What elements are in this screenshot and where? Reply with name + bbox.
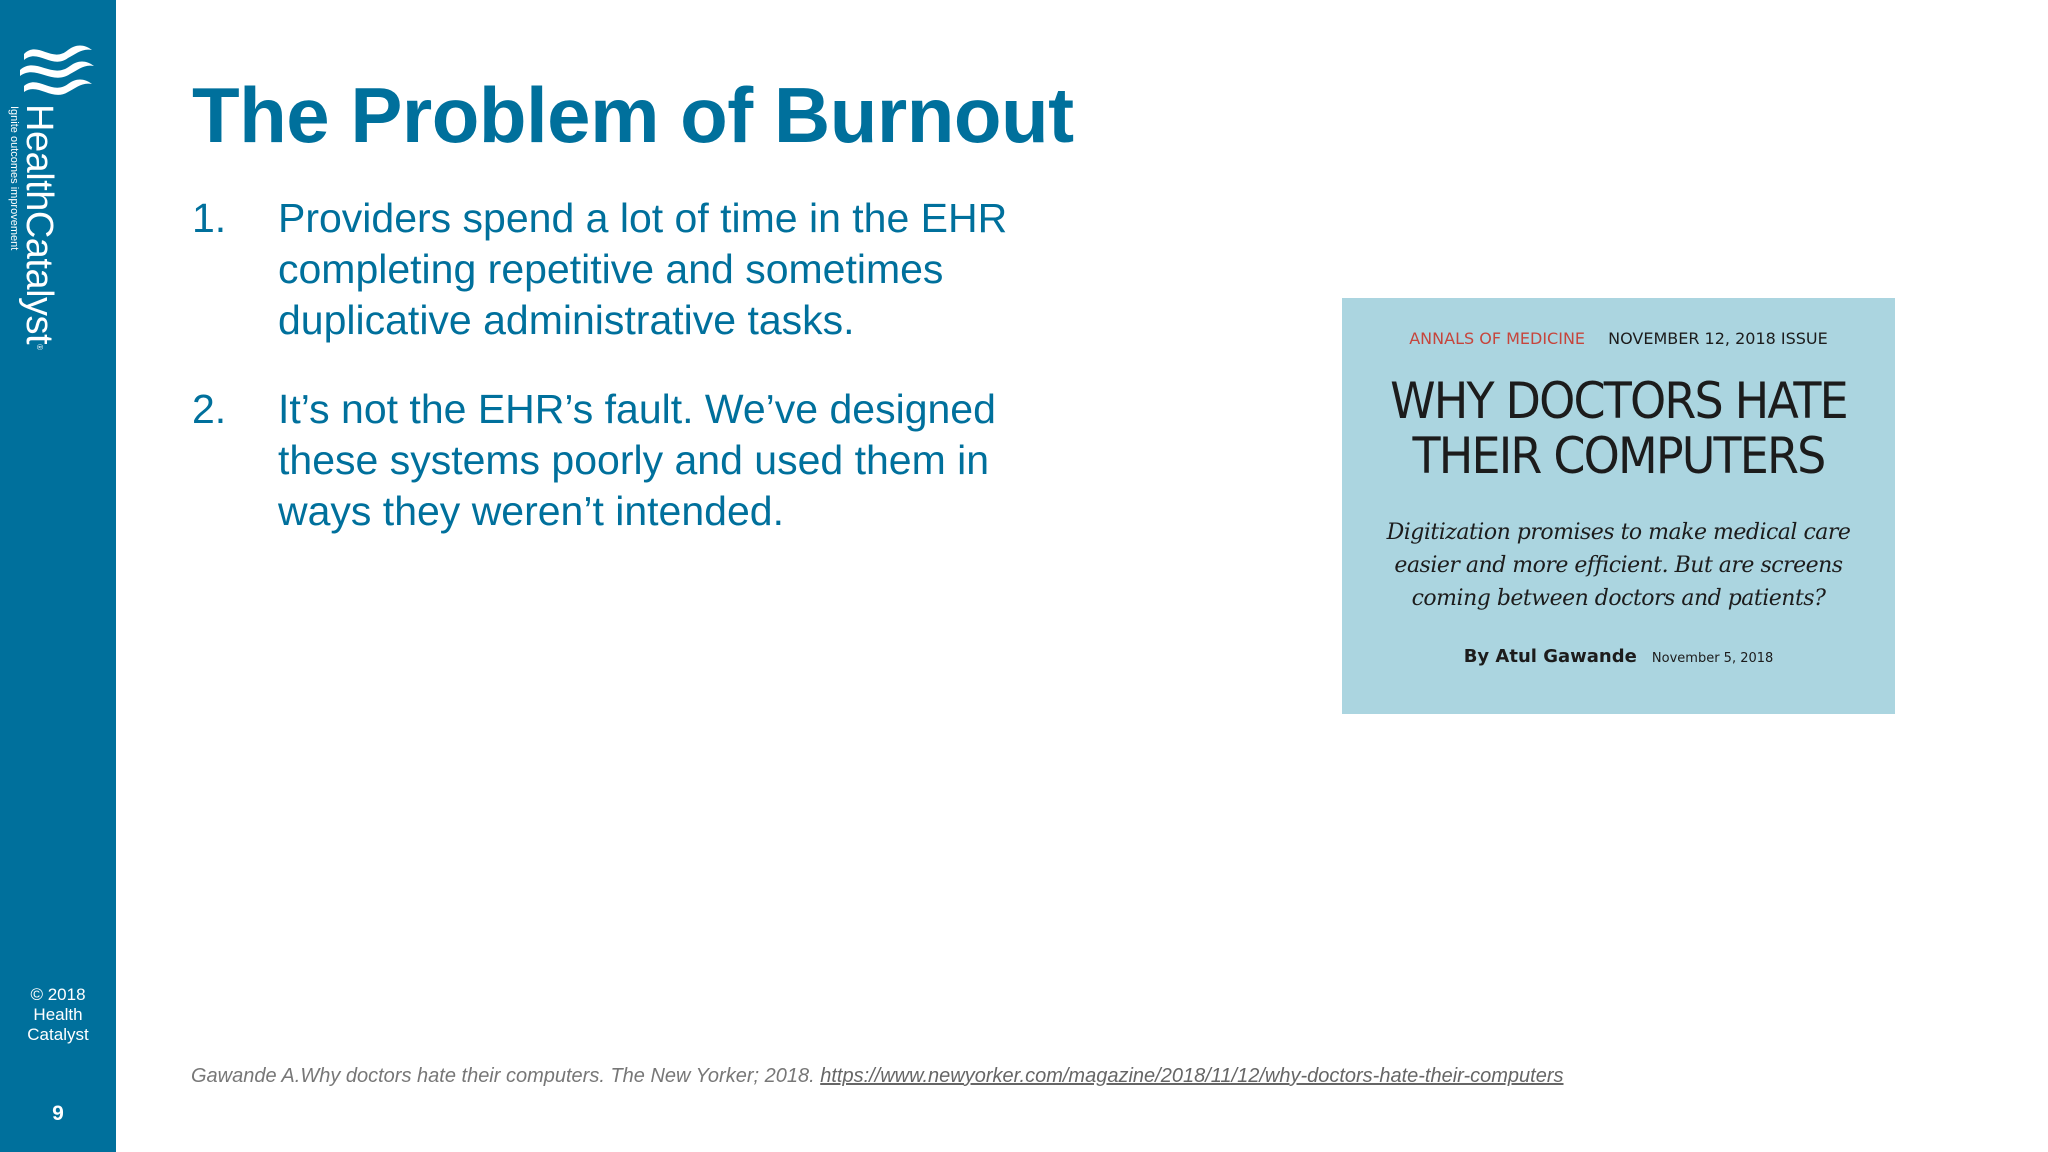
article-section: ANNALS OF MEDICINE xyxy=(1409,329,1586,348)
list-number: 2. xyxy=(192,386,227,432)
citation-text: Gawande A.Why doctors hate their computers. The New Yorker; 2018. xyxy=(191,1065,821,1087)
wave-logo-icon xyxy=(18,40,98,100)
article-author: By Atul Gawande xyxy=(1463,646,1637,667)
article-byline xyxy=(1342,646,1895,667)
list-item xyxy=(192,384,1092,537)
copyright-notice: © 2018 Health Catalyst xyxy=(27,985,89,1044)
bullet-list xyxy=(192,193,1092,537)
article-image xyxy=(1342,298,1895,714)
article-date: November 5, 2018 xyxy=(1651,651,1774,666)
citation xyxy=(191,1064,1564,1088)
list-item-text: Providers spend a lot of time in the EHR completing repetitive and sometimes duplicative administrative tasks. xyxy=(278,195,1008,343)
list-number: 1. xyxy=(192,195,227,241)
sidebar xyxy=(0,0,116,1152)
article-meta xyxy=(1342,329,1895,348)
list-item-text: It’s not the EHR’s fault. We’ve designed these systems poorly and used them in ways they weren’t intended. xyxy=(278,386,996,534)
article-headline: WHY DOCTORS HATE THEIR COMPUTERS xyxy=(1390,372,1847,485)
page-number: 9 xyxy=(52,1102,64,1125)
article-issue: NOVEMBER 12, 2018 ISSUE xyxy=(1608,329,1828,348)
slide-title: The Problem of Burnout xyxy=(192,71,1074,159)
article-dek: Digitization promises to make medical care easier and more efficient. But are screens coming between doctors and patients? xyxy=(1386,520,1851,611)
brand-name: HealthCatalyst® xyxy=(18,104,60,350)
citation-link[interactable]: https://www.newyorker.com/magazine/2018/11/12/why-doctors-hate-their-computers xyxy=(820,1065,1564,1087)
brand-tagline: Ignite outcomes improvement xyxy=(8,106,20,251)
list-item xyxy=(192,193,1092,346)
